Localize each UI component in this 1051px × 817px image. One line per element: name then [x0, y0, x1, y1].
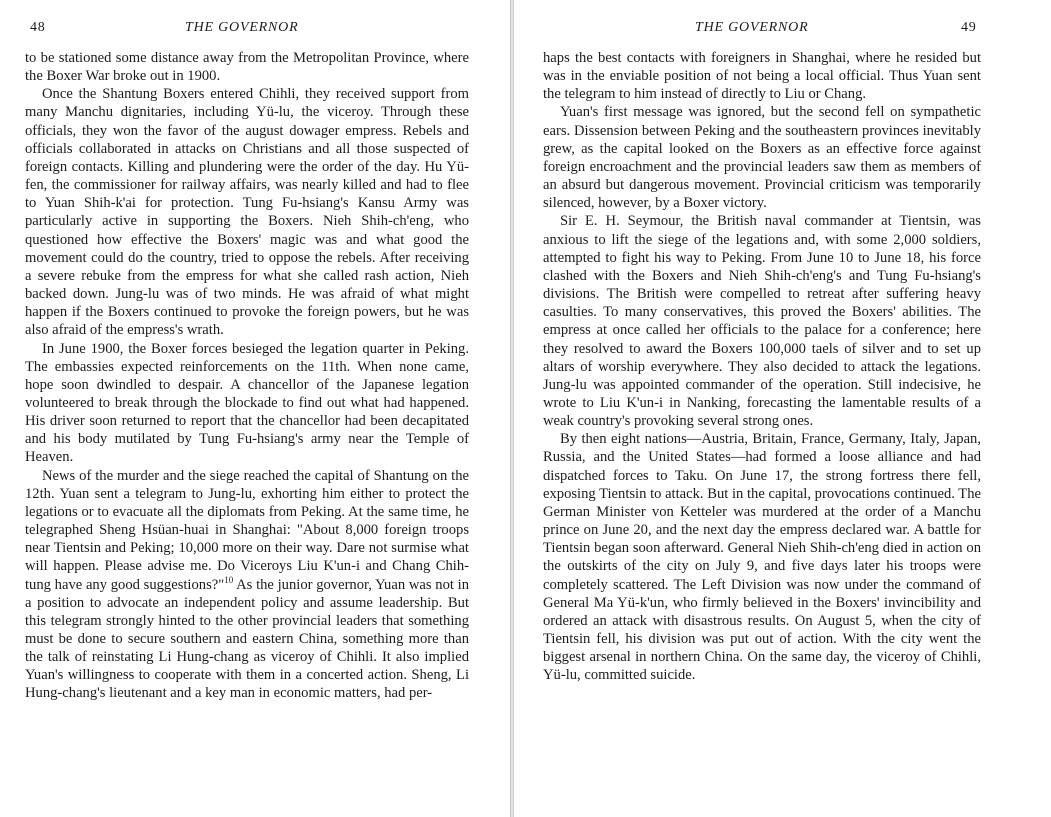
- page-number: 49: [961, 20, 977, 35]
- paragraph: Yuan's first message was ignored, but the second fell on sympathetic ears. Dissension between Peking and the southeastern provinces inevitably grew, as the capital looked on the Boxers as an effective force against foreign encroachment and the provincial leaders saw them as members of an absurd but dangerous movement. Provincial criticism was temporarily silenced, however, by a Boxer victory.: [543, 104, 981, 212]
- footnote-reference: 10: [224, 574, 234, 585]
- paragraph: In June 1900, the Boxer forces besieged the legation quarter in Peking. The embassies expected reinforcements on the 11th. When none came, hope soon dwindled to despair. A chancellor of the Japanese legation volunteered to break through the blockade to find out what had happened. His driver soon returned to report that the chancellor had been decapitated and his body mutilated by Tung Fu-hsiang's army near the Temple of Heaven.: [25, 340, 469, 466]
- body-text: [25, 49, 469, 703]
- paragraph: By then eight nations—Austria, Britain, France, Germany, Italy, Japan, Russia, and the United States—had formed a loose alliance and had dispatched forces to Taku. On June 17, the strong fortress there fell, exposing Tientsin to attack. But in the capital, provocations continued. The German Minister von Ketteler was murdered at the order of a Manchu prince on June 20, and the next day the empress declared war. A battle for Tientsin began soon afterward. General Nieh Shih-ch'eng died in action on the outskirts of the city on July 9, and five days later his troops were completely scattered. The Left Division was now under the command of General Ma Yü-k'un, who firmly believed in the Boxers' invincibility and ordered an attack with disastrous results. On August 5, when the city of Tientsin fell, his division was put out of action. With the city went the biggest arsenal in northern China. On the same day, the viceroy of Chihli, Yü-lu, committed suicide.: [543, 431, 981, 684]
- right-page: [514, 0, 1051, 817]
- paragraph: Once the Shantung Boxers entered Chihli, they received support from many Manchu dignitaries, including Yü-lu, the viceroy. Through these officials, they won the favor of the august dowager empress. Rebels and officials collaborated in attacks on Christians and all those suspected of foreign contacts. Killing and plundering were the order of the day. Hu Yü-fen, the commissioner for railway affairs, was nearly killed and had to flee to Yuan Shih-k'ai for protection. Tung Fu-hsiang's Kansu Army was particularly active in supporting the Boxers. Nieh Shih-ch'eng, who questioned how effective the Boxers' magic was and what good the movement could do the country, tried to oppose the rebels. After receiving a severe rebuke from the empress for what she called rash action, Nieh backed down. Jung-lu was of two minds. He was afraid of what might happen if the Boxers continued to provoke the foreign powers, but he was also afraid of the empress's wrath.: [25, 86, 469, 339]
- left-page: [0, 0, 510, 817]
- running-head: THE GOVERNOR: [185, 20, 299, 35]
- paragraph-text: News of the murder and the siege reached the capital of Shantung on the 12th. Yuan sent a telegram to Jung-lu, exhorting him either to protect the legations or to evacuate all the diplomats from Peking. At the same time, he telegraphed Sheng Hsüan-huai in Shanghai: "About 8,000 foreign troops near Tientsin and Peking; 10,000 more on their way. Dare not surmise what will happen. Please advise me. Do Viceroys Liu K'un-i and Chang Chih-tung have any good suggestions?": [25, 467, 469, 593]
- running-head: THE GOVERNOR: [695, 20, 809, 35]
- paragraph-text: As the junior governor, Yuan was not in a position to advocate an independent policy and assume leadership. But this telegram strongly hinted to the other provincial leaders that something must be done to secure southern and eastern China, something more than the talk of reinstating Li Hung-chang as viceroy of Chihli. It also implied Yuan's willingness to cooperate with them in a concerted action. Sheng, Li Hung-chang's lieutenant and a key man in economic matters, had per-: [25, 576, 469, 702]
- paragraph: to be stationed some distance away from the Metropolitan Province, where the Boxer War broke out in 1900.: [25, 50, 469, 85]
- body-text: [543, 49, 981, 684]
- page-number: 48: [30, 20, 46, 35]
- paragraph: haps the best contacts with foreigners in Shanghai, where he resided but was in the enviable position of not being a local official. Thus Yuan sent the telegram to him instead of directly to Liu or Chang.: [543, 50, 981, 103]
- paragraph: [25, 467, 469, 703]
- paragraph: Sir E. H. Seymour, the British naval commander at Tientsin, was anxious to lift the siege of the legations and, with some 2,000 soldiers, attempted to fight his way to Peking. From June 10 to June 18, his force clashed with the Boxers and Nieh Shih-ch'eng's and Tung Fu-hsiang's divisions. The British were compelled to retreat after suffering heavy casulties. To many conservatives, this proved the Boxers' abilities. The empress at once called her officials to the palace for a conference; here they resolved to award the Boxers 100,000 taels of silver and to set up altars of worship everywhere. They also decided to attack the legations. Jung-lu was appointed commander of the operation. Still indecisive, he wrote to Liu K'un-i in Nanking, forecasting the lamentable results of a weak country's provoking several strong ones.: [543, 213, 981, 430]
